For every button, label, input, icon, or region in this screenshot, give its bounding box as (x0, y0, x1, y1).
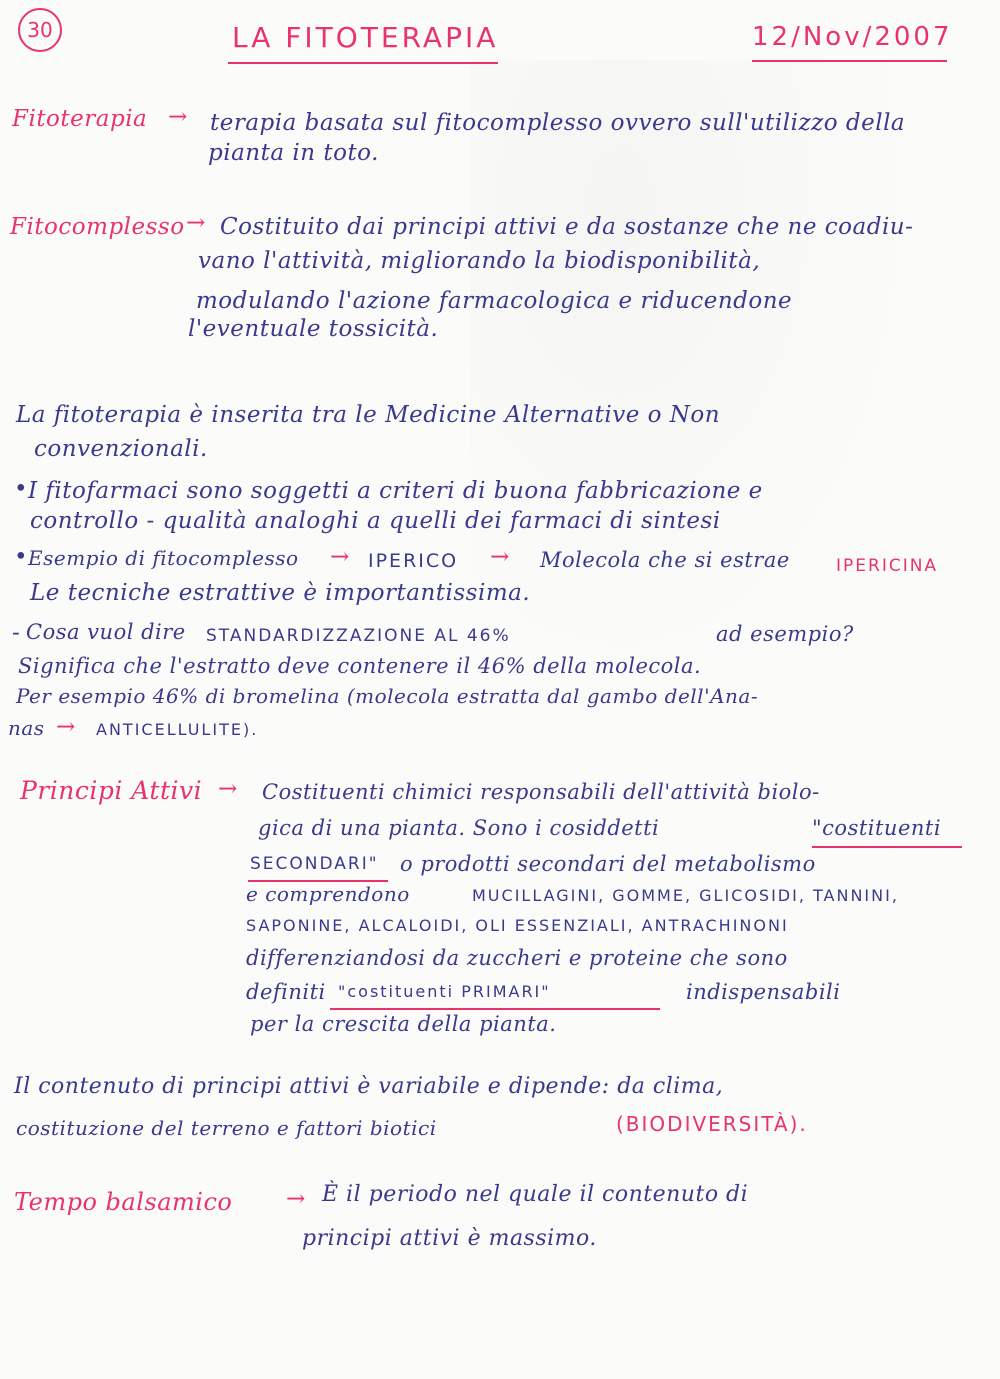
contenuto-line-2a: costituzione del terreno e fattori biotici (16, 1116, 437, 1140)
principi-line-6: differenziandosi da zuccheri e proteine che sono (246, 946, 788, 970)
note-4-standardizzazione: STANDARDIZZAZIONE AL 46% (206, 626, 511, 646)
term-fitoterapia: Fitoterapia (12, 106, 148, 132)
principi-line-3a: SECONDARI" (250, 854, 379, 874)
principi-line-7c: indispensabili (686, 980, 841, 1004)
note-4-question: ad esempio? (716, 622, 854, 646)
principi-line-3b: o prodotti secondari del metabolismo (400, 852, 816, 876)
note-3-lead: Esempio di fitocomplesso (28, 546, 299, 570)
term-fitocomplesso: Fitocomplesso (10, 214, 185, 240)
page-title: LA FITOTERAPIA (232, 21, 499, 54)
note-4-anticellulite: ANTICELLULITE). (96, 720, 259, 739)
note-1-line-1: La fitoterapia è inserita tra le Medicine Alternative o Non (16, 402, 721, 428)
principi-line-2b: "costituenti (812, 816, 942, 840)
fitocomplesso-line-3: modulando l'azione farmacologica e riducendone (196, 288, 793, 314)
term-tempo-balsamico: Tempo balsamico (14, 1188, 233, 1216)
arrow-icon: → (490, 544, 510, 570)
tempo-line-1: È il periodo nel quale il contenuto di (322, 1182, 749, 1207)
note-4-lead: Cosa vuol dire (26, 620, 186, 644)
arrow-icon: → (330, 544, 350, 570)
note-1-line-2: convenzionali. (34, 436, 208, 462)
arrow-icon: → (186, 210, 206, 236)
principi-line-1: Costituenti chimici responsabili dell'attività biolo- (262, 780, 820, 804)
page-date: 12/Nov/2007 (752, 22, 953, 52)
fitoterapia-line-1: terapia basata sul fitocomplesso ovvero sull'utilizzo della (210, 110, 906, 136)
note-2-line-2: controllo - qualità analoghi a quelli dei farmaci di sintesi (30, 508, 721, 534)
fitocomplesso-line-2: vano l'attività, migliorando la biodisponibilità, (198, 248, 761, 274)
title-underline (228, 62, 498, 64)
fitocomplesso-line-1: Costituito dai principi attivi e da sostanze che ne coadiu- (220, 214, 914, 240)
page-number-badge (18, 8, 62, 52)
arrow-icon: → (56, 714, 76, 740)
primari-underline (330, 1008, 660, 1010)
note-3-line-2: Le tecniche estrattive è importantissima. (30, 580, 531, 606)
arrow-icon: → (168, 104, 188, 130)
bullet-icon: • (14, 476, 29, 502)
dash-icon: - (12, 620, 21, 646)
note-4-line-3: Per esempio 46% di bromelina (molecola estratta dal gambo dell'Ana- (16, 684, 759, 708)
arrow-icon: → (218, 776, 238, 802)
arrow-icon: → (286, 1186, 306, 1212)
principi-line-8: per la crescita della pianta. (250, 1012, 557, 1036)
note-3-iperico: IPERICO (368, 550, 459, 572)
note-2-line-1: I fitofarmaci sono soggetti a criteri di buona fabbricazione e (28, 478, 763, 504)
principi-line-7a: definiti (246, 980, 326, 1004)
note-3-ipericina: IPERICINA (836, 556, 939, 576)
tempo-line-2: principi attivi è massimo. (302, 1226, 597, 1251)
principi-line-4a: e comprendono (246, 882, 410, 906)
fitoterapia-line-2: pianta in toto. (208, 140, 379, 166)
principi-line-2a: gica di una pianta. Sono i cosiddetti (258, 816, 660, 840)
costituenti-underline (812, 846, 962, 848)
principi-line-4b: MUCILLAGINI, GOMME, GLICOSIDI, TANNINI, (472, 886, 899, 905)
principi-line-7b: "costituenti PRIMARI" (338, 982, 551, 1001)
contenuto-biodiversita: (BIODIVERSITÀ). (616, 1112, 808, 1136)
term-principi-attivi: Principi Attivi (20, 776, 203, 805)
principi-line-5: SAPONINE, ALCALOIDI, OLI ESSENZIALI, ANTRACHINONI (246, 916, 789, 935)
note-3-mid: Molecola che si estrae (540, 548, 790, 572)
contenuto-line-1: Il contenuto di principi attivi è variabile e dipende: da clima, (14, 1074, 724, 1099)
note-4-line-2: Significa che l'estratto deve contenere il 46% della molecola. (18, 654, 702, 678)
date-underline (752, 60, 947, 62)
page-number: 30 (27, 18, 53, 42)
note-4-line-4: nas (8, 716, 45, 740)
fitocomplesso-line-4: l'eventuale tossicità. (188, 316, 439, 342)
bullet-icon: • (14, 544, 29, 570)
